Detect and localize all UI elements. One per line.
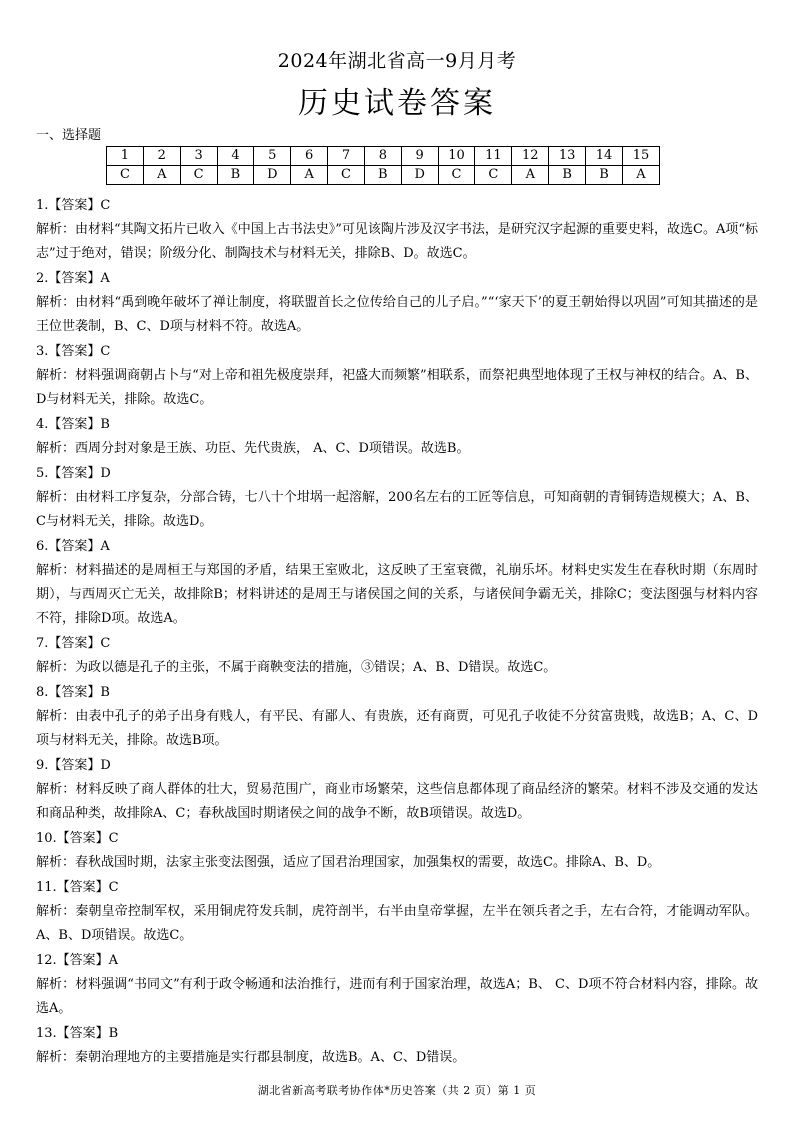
answer-letter: A [512,166,549,185]
answer-letter: B [364,166,401,185]
question-number: 13 [549,147,586,166]
answer-label: 5.【答案】D [36,466,111,481]
answer-letter: C [180,166,217,185]
question-number: 11 [475,147,512,166]
answer-item [36,876,758,948]
answer-item [36,267,758,339]
page-title: 历史试卷答案 [298,86,496,121]
answer-analysis: 解析：秦朝皇帝控制军权，采用铜虎符发兵制，虎符剖半，右半由皇帝掌握，左半在领兵者之手，左右合符，才能调动军队。A、B、D项错误。故选C。 [36,904,758,943]
answer-item [36,754,758,826]
answer-letter: C [438,166,475,185]
answer-label: 1.【答案】C [36,198,111,213]
answer-item [36,681,758,753]
answer-label: 4.【答案】B [36,417,110,432]
answer-label: 10.【答案】C [36,831,119,846]
answer-letter: D [401,166,438,185]
answer-letter: D [254,166,291,185]
answer-item [36,1022,758,1070]
answer-explanations [36,194,758,1071]
question-number: 10 [438,147,475,166]
answer-analysis: 解析：材料描述的是周桓王与郑国的矛盾，结果王室败北，这反映了王室衰微，礼崩乐坏。材料史实发生在春秋时期（东周时期），与西周灭亡无关，故排除B；材料讲述的是周王与诸侯国之间的关系，与诸侯间争霸无关，排除C；变法图强与材料内容不符，排除D项。故选A。 [36,563,758,626]
answer-item [36,413,758,461]
answer-label: 3.【答案】C [36,344,111,359]
section-heading: 一、选择题 [36,128,102,143]
answer-letter: B [217,166,254,185]
question-number: 15 [622,147,659,166]
answer-letter: C [107,166,144,185]
question-number: 14 [586,147,623,166]
question-number: 1 [107,147,144,166]
answer-table-number-row [107,147,660,166]
answer-analysis: 解析：春秋战国时期，法家主张变法图强，适应了国君治理国家，加强集权的需要，故选C。排除A、B、D。 [36,855,661,870]
answer-analysis: 解析：由材料“其陶文拓片已收入《中国上古书法史》”可见该陶片涉及汉字书法，是研究汉字起源的重要史料，故选C。A项“标志”过于绝对，错误；阶级分化、制陶技术与材料无关，排除B、D。故选C。 [36,222,758,261]
question-number: 12 [512,147,549,166]
answer-analysis: 解析：西周分封对象是王族、功臣、先代贵族， A、C、D项错误。故选B。 [36,441,470,456]
answer-analysis: 解析：材料反映了商人群体的壮大，贸易范围广，商业市场繁荣，这些信息都体现了商品经济的繁荣。材料不涉及交通的发达和商品种类，故排除A、C；春秋战国时期诸侯之间的战争不断，故B项错误。故选D。 [36,782,758,821]
answer-analysis: 解析：材料强调商朝占卜与“对上帝和祖先极度崇拜，祀盛大而频繁”相联系，而祭祀典型地体现了王权与神权的结合。A、B、D与材料无关，排除。故选C。 [36,368,758,407]
answer-item [36,949,758,1021]
answer-table-answer-row [107,166,660,185]
answer-analysis: 解析：秦朝治理地方的主要措施是实行郡县制度，故选B。A、C、D错误。 [36,1050,466,1065]
answer-analysis: 解析：由表中孔子的弟子出身有贱人，有平民、有鄙人、有贵族，还有商贾，可见孔子收徒不分贫富贵贱，故选B；A、C、D项与材料无关，排除。故选B项。 [36,709,758,748]
answer-letter: C [328,166,365,185]
page-footer: 湖北省新高考联考协作体*历史答案（共 2 页）第 1 页 [257,1084,537,1097]
answer-letter: A [622,166,659,185]
answer-label: 12.【答案】A [36,953,119,968]
exam-title: 2024年湖北省高一9月月考 [277,50,517,72]
answer-item [36,827,758,875]
answer-letter: A [291,166,328,185]
answer-letter: B [586,166,623,185]
answer-item [36,462,758,534]
answer-label: 6.【答案】A [36,539,110,554]
answer-analysis: 解析：由材料“禹到晚年破坏了禅让制度，将联盟首长之位传给自己的儿子启。”“‘家天下’的夏王朝始得以巩固”可知其描述的是王位世袭制，B、C、D项与材料不符。故选A。 [36,295,758,334]
question-number: 5 [254,147,291,166]
answer-label: 13.【答案】B [36,1026,119,1041]
question-number: 7 [328,147,365,166]
answer-letter: B [549,166,586,185]
answer-label: 7.【答案】C [36,636,111,651]
answer-item [36,340,758,412]
answer-label: 2.【答案】A [36,271,110,286]
answer-letter: A [143,166,180,185]
answer-table [106,146,660,185]
question-number: 3 [180,147,217,166]
answer-item [36,535,758,631]
answer-item [36,632,758,680]
answer-item [36,194,758,266]
question-number: 2 [143,147,180,166]
answer-label: 8.【答案】B [36,685,110,700]
question-number: 4 [217,147,254,166]
answer-analysis: 解析：材料强调“书同文”有利于政令畅通和法治推行，进而有利于国家治理，故选A；B、 C、D项不符合材料内容，排除。故选A。 [36,977,758,1016]
answer-letter: C [475,166,512,185]
answer-label: 11.【答案】C [36,880,119,895]
question-number: 8 [364,147,401,166]
answer-analysis: 解析：由材料工序复杂，分部合铸，七八十个坩埚一起溶解，200名左右的工匠等信息，可知商朝的青铜铸造规模大；A、B、C与材料无关，排除。故选D。 [36,490,758,529]
question-number: 9 [401,147,438,166]
answer-analysis: 解析：为政以德是孔子的主张，不属于商鞅变法的措施，③错误；A、B、D错误。故选C。 [36,660,557,675]
answer-label: 9.【答案】D [36,758,111,773]
question-number: 6 [291,147,328,166]
